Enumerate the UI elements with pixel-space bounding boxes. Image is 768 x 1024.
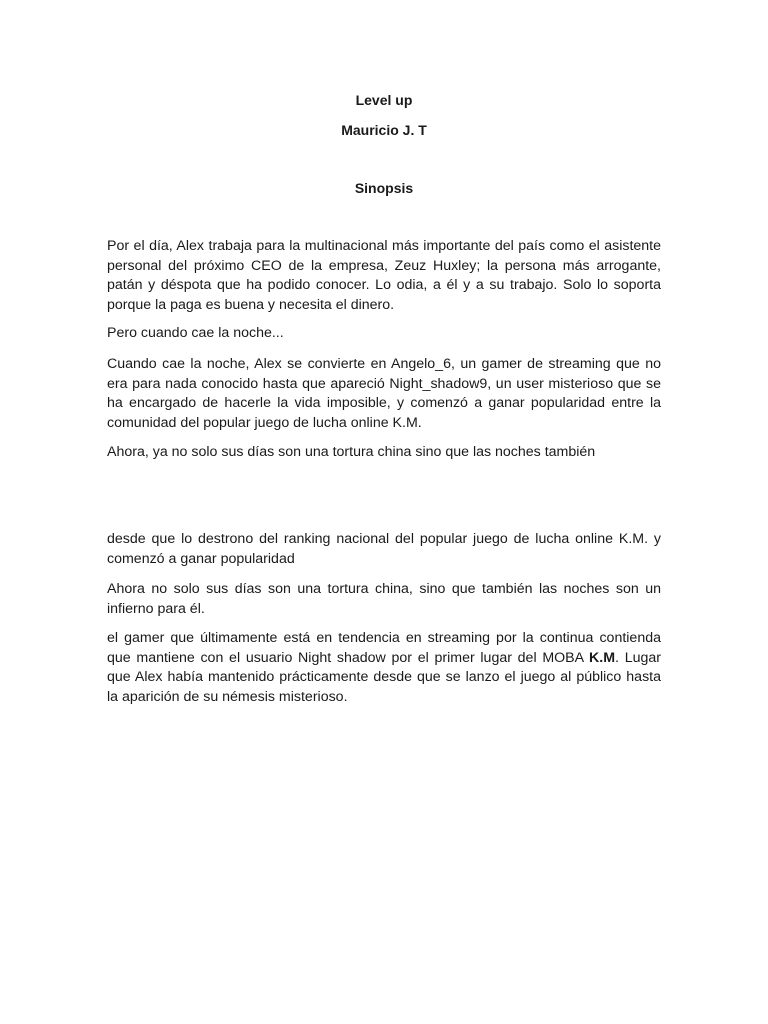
section-heading: Sinopsis: [354, 180, 414, 196]
bold-game-name: K.M: [589, 649, 616, 666]
document-author: Mauricio J. T: [341, 122, 427, 138]
paragraph-text: . Lugar que Alex había mantenido prácticamente desde que se lanzo el juego al público hasta la aparición de su némesis misterioso.: [107, 649, 661, 705]
paragraph-text: el gamer que últimamente está en tendencia en streaming por la continua contienda que mantiene con el usuario Night shadow por el primer lugar del MOBA: [107, 630, 661, 666]
paragraph: Cuando cae la noche, Alex se convierte en Angelo_6, un gamer de streaming que no era para nada conocido hasta que apareció Night_shadow9, un user misterioso que se ha encargado de hacerle la vida imposible, y comenzó a ganar popularidad entre la comunidad del popular juego de lucha online K.M.: [107, 356, 661, 431]
document-title: Level up: [355, 92, 413, 108]
paragraph: Pero cuando cae la noche...: [107, 325, 284, 341]
paragraph: Ahora, ya no solo sus días son una tortura china sino que las noches también: [107, 444, 596, 460]
paragraph: [107, 629, 661, 707]
paragraph: Ahora no solo sus días son una tortura china, sino que también las noches son un infierno para él.: [107, 581, 661, 617]
paragraph: Por el día, Alex trabaja para la multinacional más importante del país como el asistente personal del próximo CEO de la empresa, Zeuz Huxley; la persona más arrogante, patán y déspota que ha podido conocer. Lo odia, a él y a su trabajo. Solo lo soporta porque la paga es buena y necesita el dinero.: [107, 238, 661, 313]
paragraph: desde que lo destrono del ranking nacional del popular juego de lucha online K.M. y comenzó a ganar popularidad: [107, 531, 661, 567]
